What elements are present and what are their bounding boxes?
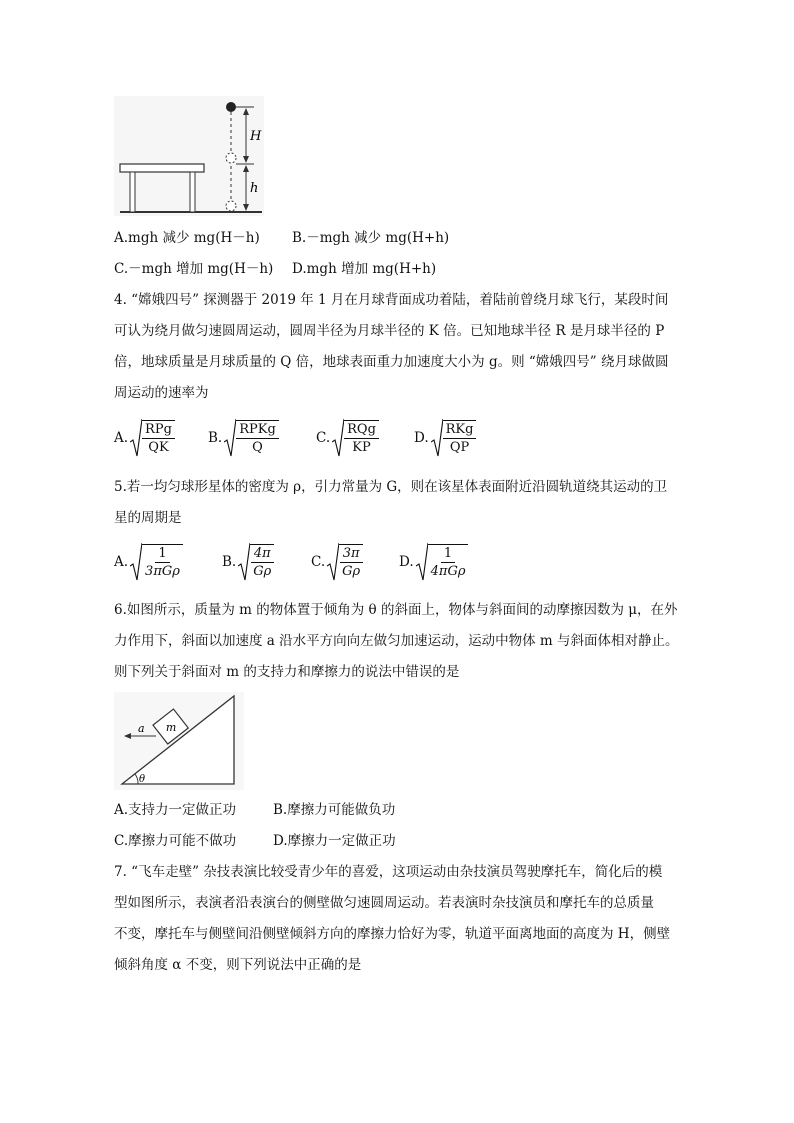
q4-option-a-num: RPg	[142, 421, 175, 439]
q4-option-b-num: RPKg	[236, 421, 279, 439]
q5-option-a-num: 1	[155, 545, 169, 563]
q6-option-d: D.摩擦力一定做正功	[273, 833, 396, 849]
q6-option-b: B.摩擦力可能做负功	[273, 802, 396, 818]
q4-option-b-letter: B.	[208, 430, 223, 446]
q4-option-d-num: RKg	[443, 421, 477, 439]
q5-option-c-num: 3π	[340, 545, 363, 563]
q5-option-a-den: 3πGρ	[145, 563, 180, 579]
q6-line-1: 6.如图所示，质量为 m 的物体置于倾角为 θ 的斜面上，物体与斜面间的动摩擦因数为 μ，在外	[114, 602, 678, 618]
q5-option-d-letter: D.	[399, 554, 414, 570]
q4-option-b	[208, 418, 279, 458]
q4-option-a	[114, 418, 175, 458]
label-theta: θ	[139, 774, 146, 785]
q6-option-a: A.支持力一定做正功	[114, 802, 237, 818]
figure-incline	[114, 692, 244, 790]
q5-option-a-letter: A.	[114, 554, 129, 570]
q5-option-b-num: 4π	[251, 545, 274, 563]
q4-line-3: 倍，地球质量是月球质量的 Q 倍，地球表面重力加速度大小为 g。则 “嫦娥四号” 绕月球做圆	[114, 354, 669, 370]
q6-line-2: 力作用下，斜面以加速度 a 沿水平方向向左做匀加速运动，运动中物体 m 与斜面体相对静止。	[114, 633, 679, 649]
q7-line-3: 不变，摩托车与侧壁间沿侧壁倾斜方向的摩擦力恰好为零，轨道平面离地面的高度为 H，侧壁	[114, 926, 671, 942]
q4-line-1: 4. “嫦娥四号” 探测器于 2019 年 1 月在月球背面成功着陆，着陆前曾绕月球飞行，某段时间	[114, 292, 669, 308]
q4-option-c	[316, 418, 379, 458]
q5-line-1: 5.若一均匀球形星体的密度为 ρ，引力常量为 G，则在该星体表面附近沿圆轨道绕其运动的卫	[114, 479, 668, 495]
q4-option-b-den: Q	[252, 439, 263, 455]
q5-option-d	[399, 542, 468, 582]
q4-option-d-letter: D.	[414, 430, 429, 446]
label-m: m	[165, 721, 177, 735]
label-H: H	[250, 129, 262, 144]
q3-option-c: C.－mgh 增加 mg(H－h)	[114, 261, 274, 277]
q4-option-d-den: QP	[449, 439, 470, 455]
q3-option-d: D.mgh 增加 mg(H+h)	[292, 261, 437, 277]
q4-option-a-letter: A.	[114, 430, 129, 446]
q4-option-c-letter: C.	[316, 430, 331, 446]
q6-line-3: 则下列关于斜面对 m 的支持力和摩擦力的说法中错误的是	[114, 664, 460, 680]
figure-ball-drop	[114, 96, 264, 216]
q5-option-c-letter: C.	[311, 554, 326, 570]
label-h: h	[250, 181, 259, 196]
q6-option-c: C.摩擦力可能不做功	[114, 833, 237, 849]
q4-line-4: 周运动的速率为	[114, 385, 209, 401]
q5-line-2: 星的周期是	[114, 510, 182, 526]
q5-option-b-den: Gρ	[253, 563, 272, 579]
q4-option-a-den: QK	[148, 439, 169, 455]
q5-option-c	[311, 542, 363, 582]
q4-option-c-num: RQg	[344, 421, 379, 439]
q4-line-2: 可认为绕月做匀速圆周运动，圆周半径为月球半径的 K 倍。已知地球半径 R 是月球半径的 P	[114, 323, 665, 339]
q7-line-2: 型如图所示，表演者沿表演台的侧壁做匀速圆周运动。若表演时杂技演员和摩托车的总质量	[114, 895, 654, 911]
q7-line-1: 7. “飞车走壁” 杂技表演比较受青少年的喜爱，这项运动由杂技演员驾驶摩托车，简化后的模	[114, 864, 663, 880]
q3-option-b: B.－mgh 减少 mg(H+h)	[292, 230, 450, 246]
q4-option-d	[414, 418, 476, 458]
q5-option-d-num: 1	[441, 545, 455, 563]
q7-line-4: 倾斜角度 α 不变，则下列说法中正确的是	[114, 957, 362, 973]
q5-option-b-letter: B.	[222, 554, 237, 570]
q5-option-d-den: 4πGρ	[430, 563, 466, 579]
q4-option-c-den: KP	[352, 439, 371, 455]
q5-option-b	[222, 542, 274, 582]
label-a: a	[138, 722, 145, 735]
q3-option-a: A.mgh 减少 mg(H－h)	[114, 230, 260, 246]
q5-option-c-den: Gρ	[342, 563, 361, 579]
q5-option-a	[114, 542, 183, 582]
